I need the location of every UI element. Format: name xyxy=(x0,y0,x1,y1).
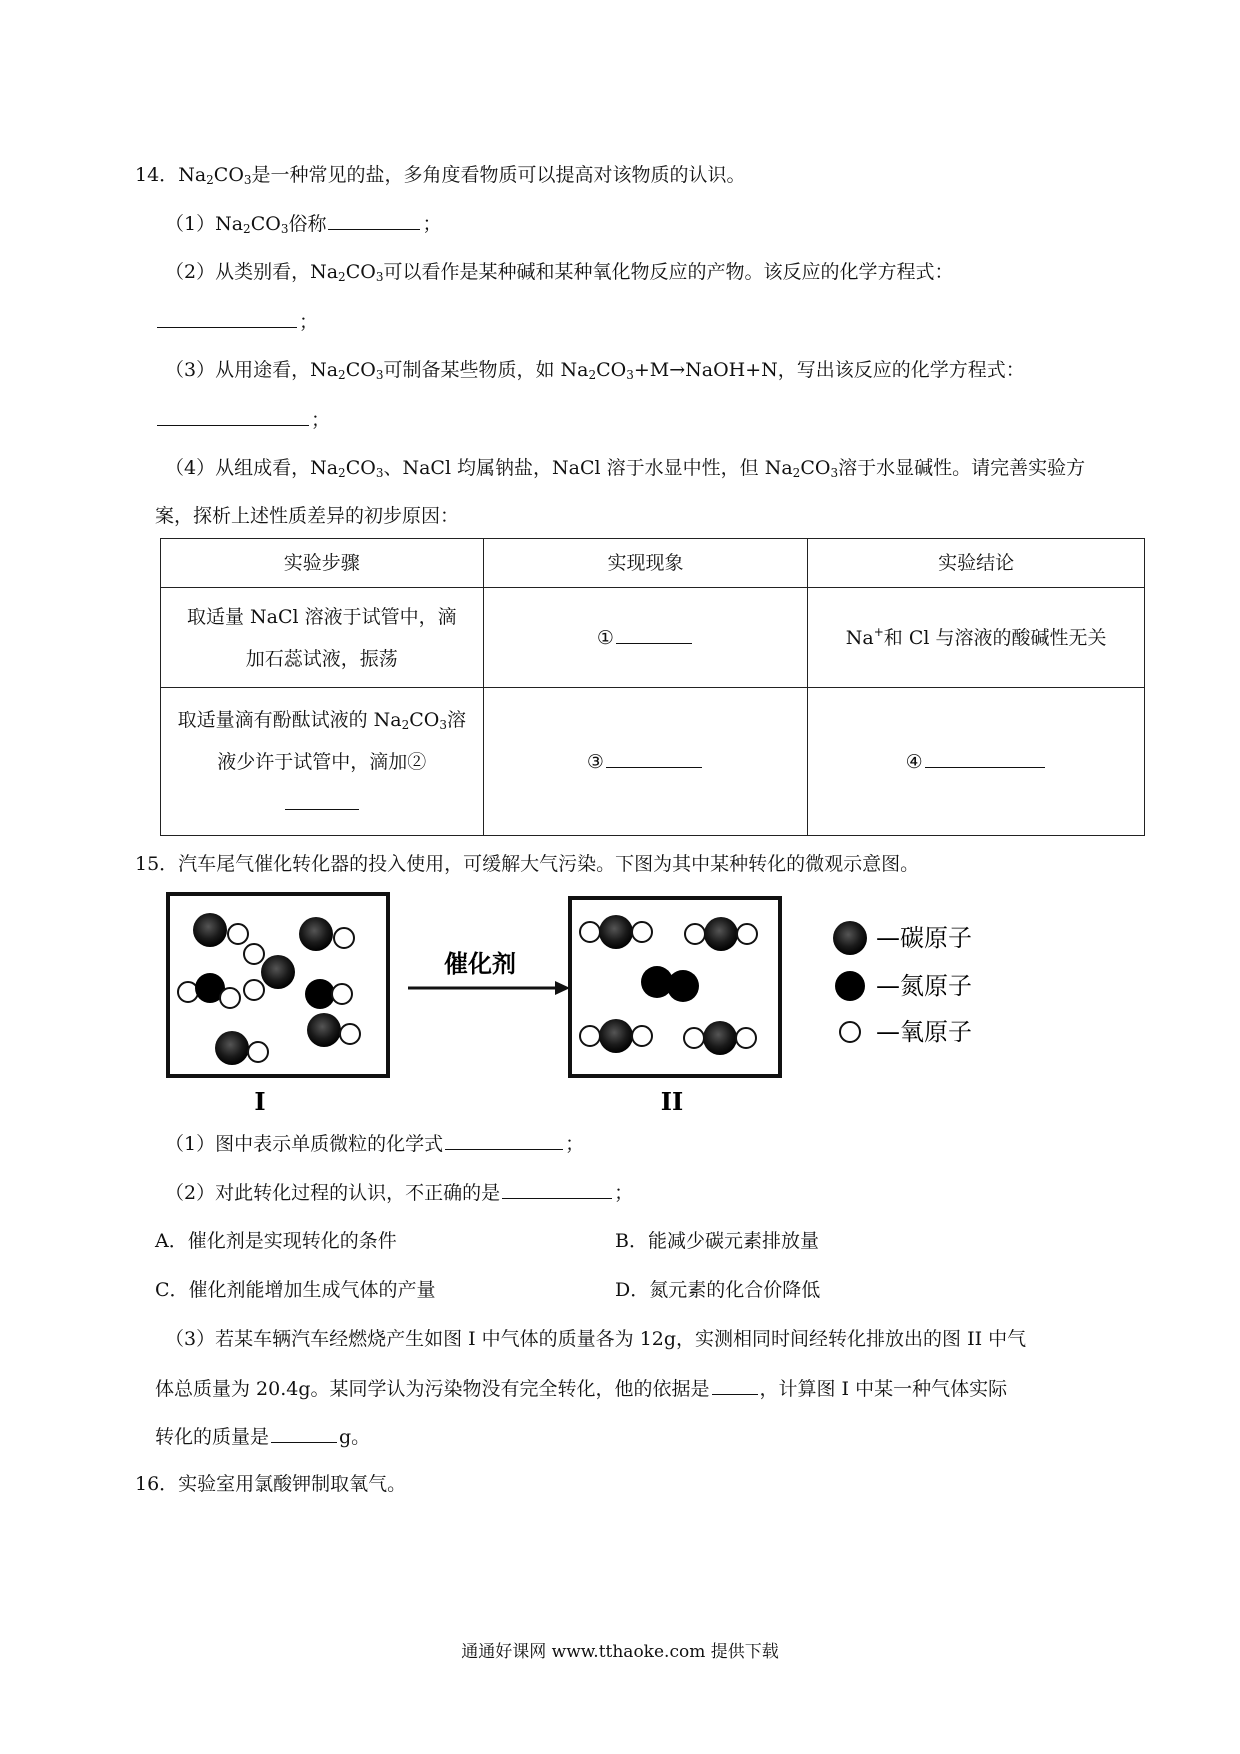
q15-part1: （1）图中表示单质微粒的化学式 ； xyxy=(165,1133,585,1155)
answer-blank-3[interactable] xyxy=(606,749,702,768)
q14-part3-answer: ； xyxy=(155,407,330,432)
formula-na2co3: $Na_2CO_3$ xyxy=(310,359,384,382)
oxygen-atom-icon xyxy=(840,1022,860,1042)
table-row xyxy=(161,588,1145,688)
option-d[interactable]: D．氮元素的化合价降低 xyxy=(615,1279,821,1301)
micro-diagram xyxy=(160,890,1020,1125)
row1-conclusion: Na+和 Cl 与溶液的酸碱性无关 xyxy=(808,588,1145,688)
row2-phenomenon: ③ xyxy=(483,688,808,836)
row2-step: 取适量滴有酚酞试液的 $Na_2CO_3$溶 液少许于试管中，滴加② xyxy=(161,688,484,836)
answer-blank[interactable] xyxy=(328,211,420,230)
row2-conclusion: ④ xyxy=(808,688,1145,836)
q15-part3-line1: （3）若某车辆汽车经燃烧产生如图 I 中气体的质量各为 12g，实测相同时间经转化排放出的图 II 中气 xyxy=(165,1328,1027,1350)
q15-stem: 15．汽车尾气催化转化器的投入使用，可缓解大气污染。下图为其中某种转化的微观示意图。 xyxy=(135,853,920,875)
stem-text: 是一种常见的盐，多角度看物质可以提高对该物质的认识。 xyxy=(251,164,746,186)
page-footer: 通通好课网 www.tthaoke.com 提供下载 xyxy=(461,1642,779,1662)
table-header-row xyxy=(161,539,1145,588)
q15-part2: （2）对此转化过程的认识，不正确的是 ； xyxy=(165,1182,634,1204)
answer-blank-4[interactable] xyxy=(925,749,1045,768)
arrow-label: 催化剂 xyxy=(444,950,516,978)
q14-part3: （3）从用途看，$Na_2CO_3$可制备某些物质，如 $Na_2CO_3+M\to NaOH+N$，写出该反应的化学方程式： xyxy=(165,359,1025,382)
header-conclusion: 实验结论 xyxy=(808,539,1145,588)
q15-part3-line2: 体总质量为 20.4g。某同学认为污染物没有完全转化，他的依据是 ，计算图 I 中某一种气体实际 xyxy=(155,1378,1008,1400)
header-steps: 实验步骤 xyxy=(161,539,484,588)
q14-part2-answer: ； xyxy=(155,309,318,334)
q14-part4: （4）从组成看，$Na_2CO_3$、NaCl 均属钠盐，NaCl 溶于水显中性，但 $Na_2CO_3$溶于水显碱性。请完善实验方 xyxy=(165,457,1086,480)
question-number: 14． xyxy=(135,164,179,186)
answer-blank[interactable] xyxy=(157,309,297,328)
formula-na2co3: $Na_2CO_3$ xyxy=(764,457,839,480)
formula-na2co3: $Na_2CO_3$ xyxy=(310,457,384,480)
answer-blank[interactable] xyxy=(157,407,309,426)
experiment-table xyxy=(160,538,1145,836)
nitrogen-atom-icon xyxy=(835,971,865,1001)
legend-nitrogen: —氮原子 xyxy=(876,972,972,1000)
answer-blank-1[interactable] xyxy=(616,625,692,644)
label-before: I xyxy=(254,1087,266,1116)
table-row xyxy=(161,688,1145,836)
option-c[interactable]: C．催化剂能增加生成气体的产量 xyxy=(155,1279,436,1301)
carbon-atom-icon xyxy=(833,921,867,955)
reaction-figure xyxy=(160,890,1020,1120)
box-after-molecules xyxy=(580,915,757,1055)
label-after: II xyxy=(660,1087,684,1116)
option-b[interactable]: B．能减少碳元素排放量 xyxy=(615,1230,819,1252)
row1-step: 取适量 NaCl 溶液于试管中，滴 加石蕊试液，振荡 xyxy=(161,588,484,688)
q15-part3-line3: 转化的质量是 g。 xyxy=(155,1426,371,1448)
option-a[interactable]: A．催化剂是实现转化的条件 xyxy=(155,1230,397,1252)
row1-phenomenon: ① xyxy=(483,588,808,688)
box-before-molecules xyxy=(178,913,360,1065)
formula-na2co3: $Na_2CO_3$ xyxy=(215,213,289,236)
q14-part2: （2）从类别看，$Na_2CO_3$可以看作是某种碱和某种氧化物反应的产物。该反应的化学方程式： xyxy=(165,261,954,284)
legend-carbon: —碳原子 xyxy=(876,924,972,952)
header-phenomena: 实现现象 xyxy=(483,539,808,588)
legend xyxy=(833,921,972,1046)
answer-blank-2[interactable] xyxy=(285,791,359,810)
legend-oxygen: —氧原子 xyxy=(876,1018,972,1046)
q14-part4-line2: 案，探析上述性质差异的初步原因： xyxy=(155,505,460,527)
answer-blank[interactable] xyxy=(712,1376,758,1395)
answer-blank[interactable] xyxy=(502,1180,612,1199)
formula-na2co3: $Na_2CO_3$ xyxy=(560,359,634,382)
formula-na2co3: $Na_2CO_3$ xyxy=(178,164,252,187)
formula-na2co3: $Na_2CO_3$ xyxy=(373,708,447,732)
answer-blank[interactable] xyxy=(445,1131,563,1150)
formula-na2co3: $Na_2CO_3$ xyxy=(310,261,384,284)
q16-stem: 16．实验室用氯酸钾制取氧气。 xyxy=(135,1473,407,1495)
q14-part1: $(1)Na_2CO_3$俗称 ； xyxy=(165,213,442,236)
q14-stem xyxy=(135,163,746,187)
answer-blank[interactable] xyxy=(271,1424,337,1443)
